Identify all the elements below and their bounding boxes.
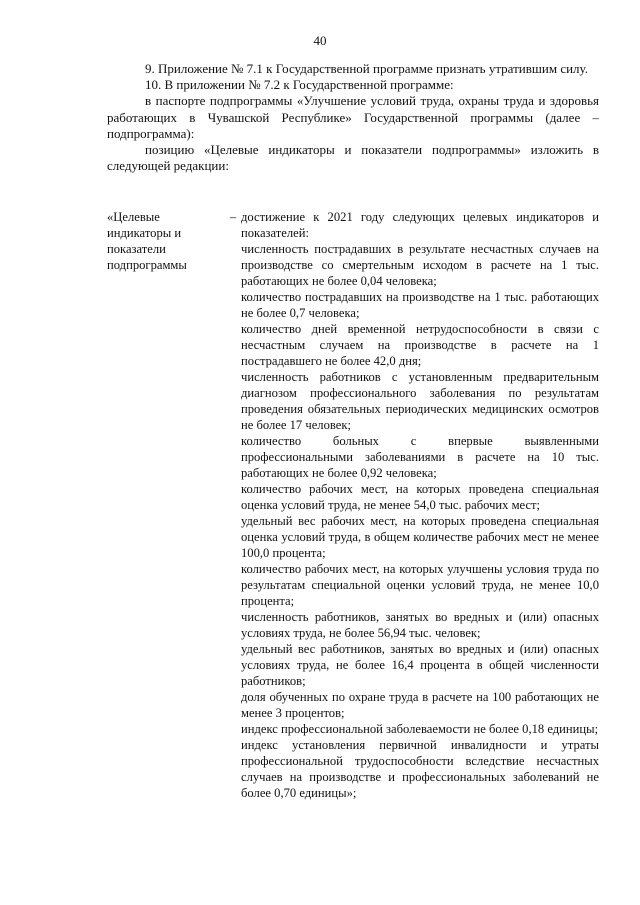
indicator-item: количество рабочих мест, на которых проведена специальная оценка условий труда, не менее 54,0 тыс. рабочих мест; (241, 482, 599, 512)
intro-paragraph: 9. Приложение № 7.1 к Государственной программе признать утратившим силу. (145, 61, 588, 76)
intro-paragraph: в паспорте подпрограммы «Улучшение условий труда, охраны труда и здоровья работающих в Чувашской Республике» Государственной программы (далее – подпрограмма): (107, 93, 599, 141)
indicators-label: «Целевые индикаторы и показатели подпрограммы (107, 210, 187, 272)
indicator-item: количество больных с впервые выявленными профессиональными заболеваниями в расчете на 10 тыс. работающих не более 0,92 человека; (241, 434, 599, 480)
indicator-item: индекс профессиональной заболеваемости не более 0,18 единицы; (241, 722, 599, 736)
indicator-item: доля обученных по охране труда в расчете на 100 работающих не менее 3 процентов; (241, 690, 599, 720)
indicator-item: численность пострадавших в результате несчастных случаев на производстве со смертельным исходом в расчете на 1 тыс. работающих не более 0,04 человека; (241, 242, 599, 288)
indicator-item: удельный вес рабочих мест, на которых проведена специальная оценка условий труда, в общем количестве рабочих мест не менее 100,0 процента; (241, 514, 599, 560)
indicator-item: количество пострадавших на производстве на 1 тыс. работающих не более 0,7 человека; (241, 290, 599, 320)
page-number: 40 (313, 33, 327, 48)
indicator-item: количество рабочих мест, на которых улучшены условия труда по результатам специальной оценки условий труда, не менее 10,0 процента; (241, 562, 599, 608)
indicator-item: численность работников, занятых во вредных и (или) опасных условиях труда, не более 56,94 тыс. человек; (241, 610, 599, 640)
indicators-table-row (107, 209, 599, 801)
indicator-item: количество дней временной нетрудоспособности в связи с несчастным случаем на производстве в расчете на 1 пострадавшего не более 42,0 дня; (241, 322, 599, 368)
indicator-item: достижение к 2021 году следующих целевых индикаторов и показателей: (241, 210, 599, 240)
indicators-list (241, 209, 599, 801)
indicator-item: удельный вес работников, занятых во вредных и (или) опасных условиях труда, не более 16,4 процента в общей численности работников; (241, 642, 599, 688)
indicator-item: численность работников с установленным предварительным диагнозом профессионального заболевания по результатам проведения обязательных периодических медицинских осмотров не более 17 человек; (241, 370, 599, 432)
indicator-item: индекс установления первичной инвалидности и утраты профессиональной трудоспособности вследствие несчастных случаев на производстве и профессиональных заболеваний не более 0,70 единицы»; (241, 738, 599, 800)
dash-separator: – (229, 210, 237, 224)
intro-paragraph: позицию «Целевые индикаторы и показатели подпрограммы» изложить в следующей редакции: (107, 142, 599, 174)
intro-paragraph: 10. В приложении № 7.2 к Государственной программе: (145, 77, 454, 93)
intro-text (107, 61, 599, 174)
